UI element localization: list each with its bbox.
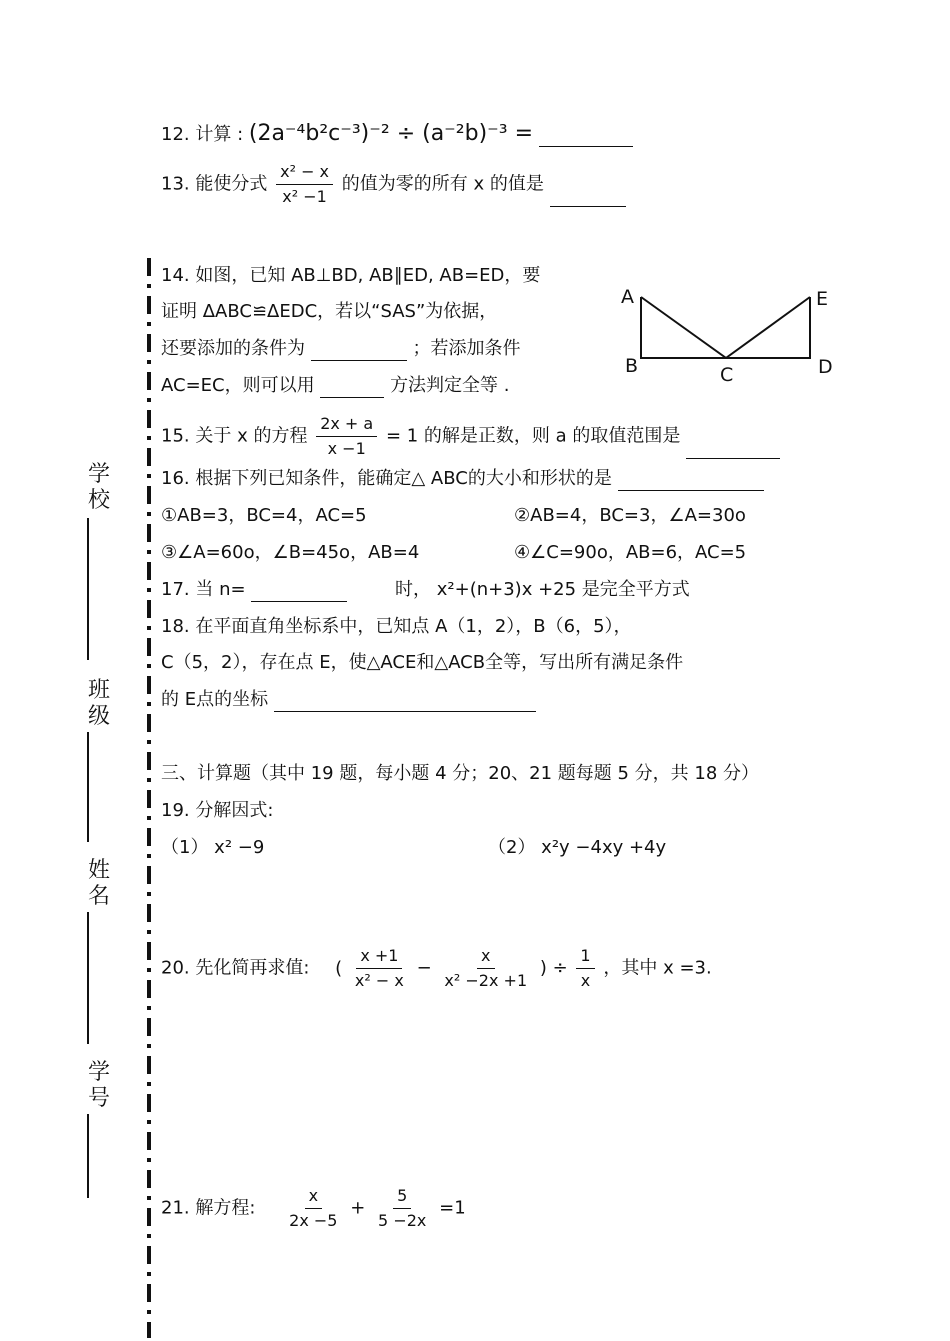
q18-answer-blank[interactable] [274,691,536,712]
question-16 [161,467,764,491]
q15-label: 15. 关于 x 的方程 [161,425,308,447]
point-c-label: C [720,364,734,386]
q15-numerator: 2x + a [316,414,377,437]
q21-f1-numerator: x [305,1186,322,1209]
q20-label: 20. 先化简再求值: [161,957,310,979]
q20-open-paren: ( [335,957,343,979]
q14-line3a: 还要添加的条件为 [161,338,305,359]
question-15 [161,414,780,459]
q18-line2: C（5，2），存在点 E，使△ACE和△ACB全等，写出所有满足条件 [161,652,684,673]
q14-line4b: 方法判定全等 . [390,375,510,396]
point-d-label: D [818,356,833,378]
q18-line1: 18. 在平面直角坐标系中，已知点 A（1，2），B（6，5）， [161,616,632,637]
q12-expression: (2a⁻⁴b²c⁻³)⁻² ÷ (a⁻²b)⁻³ = [248,121,534,146]
q20-fraction-2 [440,946,531,991]
q15-rest: = 1 的解是正数，则 a 的取值范围是 [385,425,681,447]
q20-f1-denominator: x² − x [354,971,404,990]
q20-tail: ，其中 x =3. [603,957,712,979]
school-line [87,518,89,660]
q17-part-a: 17. 当 n= [161,579,246,600]
triangle-abc [641,297,726,358]
q13-answer-blank[interactable] [550,186,626,207]
q16-answer-blank[interactable] [618,470,764,491]
q12-answer-blank[interactable] [539,126,633,147]
q19-part-2: （2） x²y −4xy +4y [488,837,667,858]
q21-tail: =1 [439,1197,466,1219]
point-b-label: B [625,355,639,377]
q15-fraction [316,414,377,459]
q17-part-b: 时， [395,579,432,600]
q20-f2-numerator: x [477,946,494,969]
q15-denominator: x −1 [327,439,366,458]
q13-label: 13. 能使分式 [161,173,268,195]
id-line [87,1114,89,1198]
q13-denominator: x² −1 [282,187,327,206]
q18-line3 [161,688,536,712]
question-13 [161,162,626,207]
q14-line2: 证明 ΔABC≌ΔEDC，若以“SAS”为依据， [161,301,498,322]
class-label: 班级 [87,678,110,729]
q16-option-4: ④∠C=90o，AB=6，AC=5 [514,542,747,563]
q17-part-c: x²+(n+3)x +25 是完全平方式 [436,579,690,600]
q20-f3-denominator: x [580,971,591,990]
binding-dash-line [147,258,151,1338]
q14-line4a: AC=EC，则可以用 [161,375,315,396]
q20-f2-denominator: x² −2x +1 [444,971,528,990]
q16-option-2: ②AB=4，BC=3，∠A=30o [514,505,746,526]
q14-line3b: ；若添加条件 [412,338,521,359]
name-label: 姓名 [87,858,110,909]
q19-label: 19. 分解因式: [161,800,274,821]
triangle-edc [726,297,810,358]
question-12 [161,122,633,147]
q20-close-div: ) ÷ [539,957,568,979]
q21-plus: + [350,1197,366,1219]
q17-answer-blank[interactable] [251,581,347,602]
id-label: 学号 [87,1060,110,1111]
triangle-figure [640,294,812,362]
q21-f2-numerator: 5 [393,1186,411,1209]
q20-f1-numerator: x +1 [356,946,402,969]
point-a-label: A [621,286,634,308]
q16-option-3: ③∠A=60o，∠B=45o，AB=4 [161,542,420,563]
q12-label: 12. 计算 : [161,124,244,145]
q20-fraction-1 [351,946,408,991]
q21-fraction-2 [374,1186,430,1231]
name-line [87,912,89,1044]
q21-f1-denominator: 2x −5 [289,1211,338,1230]
section-3-heading: 三、计算题（其中 19 题，每小题 4 分；20、21 题每题 5 分，共 18 分） [161,763,760,784]
class-line [87,732,89,842]
q16-option-1: ①AB=3，BC=4，AC=5 [161,505,367,526]
q14-blank-2[interactable] [320,377,384,398]
q13-rest: 的值为零的所有 x 的值是 [341,173,544,195]
q14-blank-1[interactable] [311,340,407,361]
q14-line4 [161,374,510,398]
q20-minus: − [416,957,432,979]
point-e-label: E [816,288,829,310]
q21-f2-denominator: 5 −2x [378,1211,427,1230]
q16-stem: 16. 根据下列已知条件，能确定△ ABC的大小和形状的是 [161,468,612,489]
q21-fraction-1 [285,1186,341,1231]
q20-fraction-3 [576,946,594,991]
q15-answer-blank[interactable] [686,438,780,459]
q13-numerator: x² − x [276,162,333,185]
q13-fraction [276,162,333,207]
q18-line3-text: 的 E点的坐标 [161,689,269,710]
question-17 [161,578,690,602]
question-20 [161,946,712,991]
q19-part-1: （1） x² −9 [161,837,265,858]
q20-f3-numerator: 1 [576,946,594,969]
question-21 [161,1186,466,1231]
q21-label: 21. 解方程: [161,1197,256,1219]
q14-line3 [161,337,520,361]
q14-line1: 14. 如图，已知 AB⊥BD, AB∥ED, AB=ED，要 [161,265,541,286]
school-label: 学校 [87,462,110,513]
